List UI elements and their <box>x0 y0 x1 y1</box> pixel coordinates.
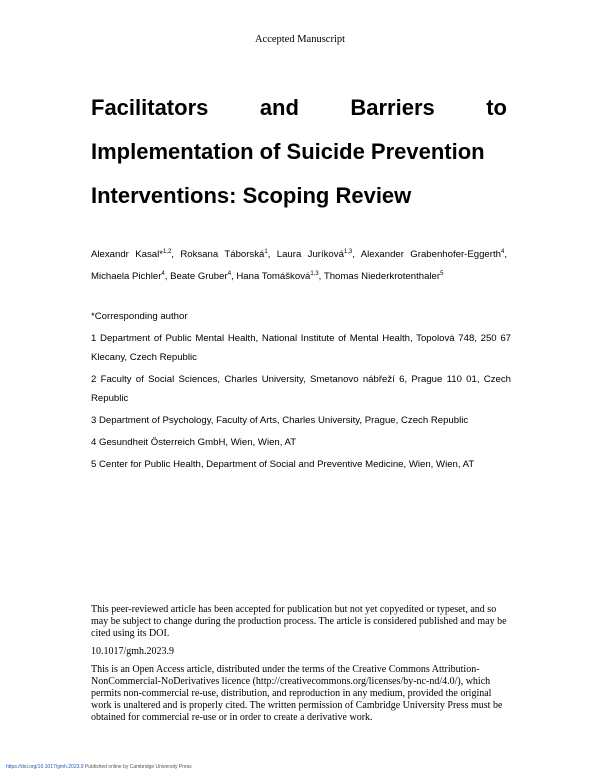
author-list: Alexandr Kasal*$^{1,2}$, Roksana Táborská$^1$, Laura Juríková$^{1,3}$, Alexander Grabenhofer-Eggerth$^4$, Michaela Pichler$^4$, Beate Gruber$^4$, Hana Tomášková$^{1,3}$, Thomas Niederkrotenthaler$^5$ <box>91 248 507 282</box>
footer-publisher-text: Published online by Cambridge University Press <box>83 764 192 770</box>
author: Laura Juríková$^{1,3}$ <box>276 248 353 260</box>
author: Michaela Pichler$^4$ <box>91 270 165 282</box>
title-word: to <box>486 95 507 120</box>
author: Roksana Táborská$^1$ <box>180 248 268 260</box>
author: Thomas Niederkrotenthaler$^5$ <box>323 270 444 282</box>
publication-notice <box>91 604 511 724</box>
author: Alexandr Kasal*$^{1,2}$ <box>91 248 172 260</box>
page-footer <box>6 764 192 770</box>
license-statement: This is an Open Access article, distributed under the terms of the Creative Commons Attribution-NonCommercial-NoDerivatives licence (http://creativecommons.org/licenses/by-nc-nd/4.0/), which permits non-commercial re-use, distribution, and reproduction in any medium, provided the original work is unaltered and is properly cited. The written permission of Cambridge University Press must be obtained for commercial re-use or in order to create a derivative work. <box>91 664 503 723</box>
title-word: Facilitators <box>91 95 209 120</box>
title-word: and <box>259 95 299 120</box>
author: Alexander Grabenhofer-Eggerth$^4$ <box>360 248 505 260</box>
affiliation-item: 2 Faculty of Social Sciences, Charles University, Smetanovo nábřeží 6, Prague 110 01, Czech Republic <box>91 374 511 404</box>
doi-text: 10.1017/gmh.2023.9 <box>91 646 175 657</box>
title-line-1 <box>91 86 507 130</box>
title-line-3: Interventions: Scoping Review <box>91 183 412 208</box>
corresponding-author-note: *Corresponding author <box>91 311 188 322</box>
title-line-2: Implementation of Suicide Prevention <box>91 139 485 164</box>
affiliation-item: 5 Center for Public Health, Department of Social and Preventive Medicine, Wien, Wien, AT <box>91 459 475 470</box>
affiliation-item: 3 Department of Psychology, Faculty of Arts, Charles University, Prague, Czech Republic <box>91 415 469 426</box>
title-word: Barriers <box>350 95 435 120</box>
footer-doi-link[interactable]: https://doi.org/10.1017/gmh.2023.9 <box>6 764 84 770</box>
author: Beate Gruber$^4$ <box>170 270 232 282</box>
peer-review-statement: This peer-reviewed article has been accepted for publication but not yet copyedited or typeset, and so may be subject to change during the production process. The article is considered published and may be cited using its DOI. <box>91 604 507 639</box>
affiliation-item: 4 Gesundheit Österreich GmbH, Wien, Wien, AT <box>91 437 297 448</box>
article-title <box>91 86 507 218</box>
affiliation-item: 1 Department of Public Mental Health, National Institute of Mental Health, Topolová 748, 250 67 Klecany, Czech Republic <box>91 333 511 363</box>
affiliations <box>91 307 511 477</box>
running-header: Accepted Manuscript <box>254 34 346 45</box>
author: Hana Tomášková$^{1,3}$ <box>236 270 319 282</box>
